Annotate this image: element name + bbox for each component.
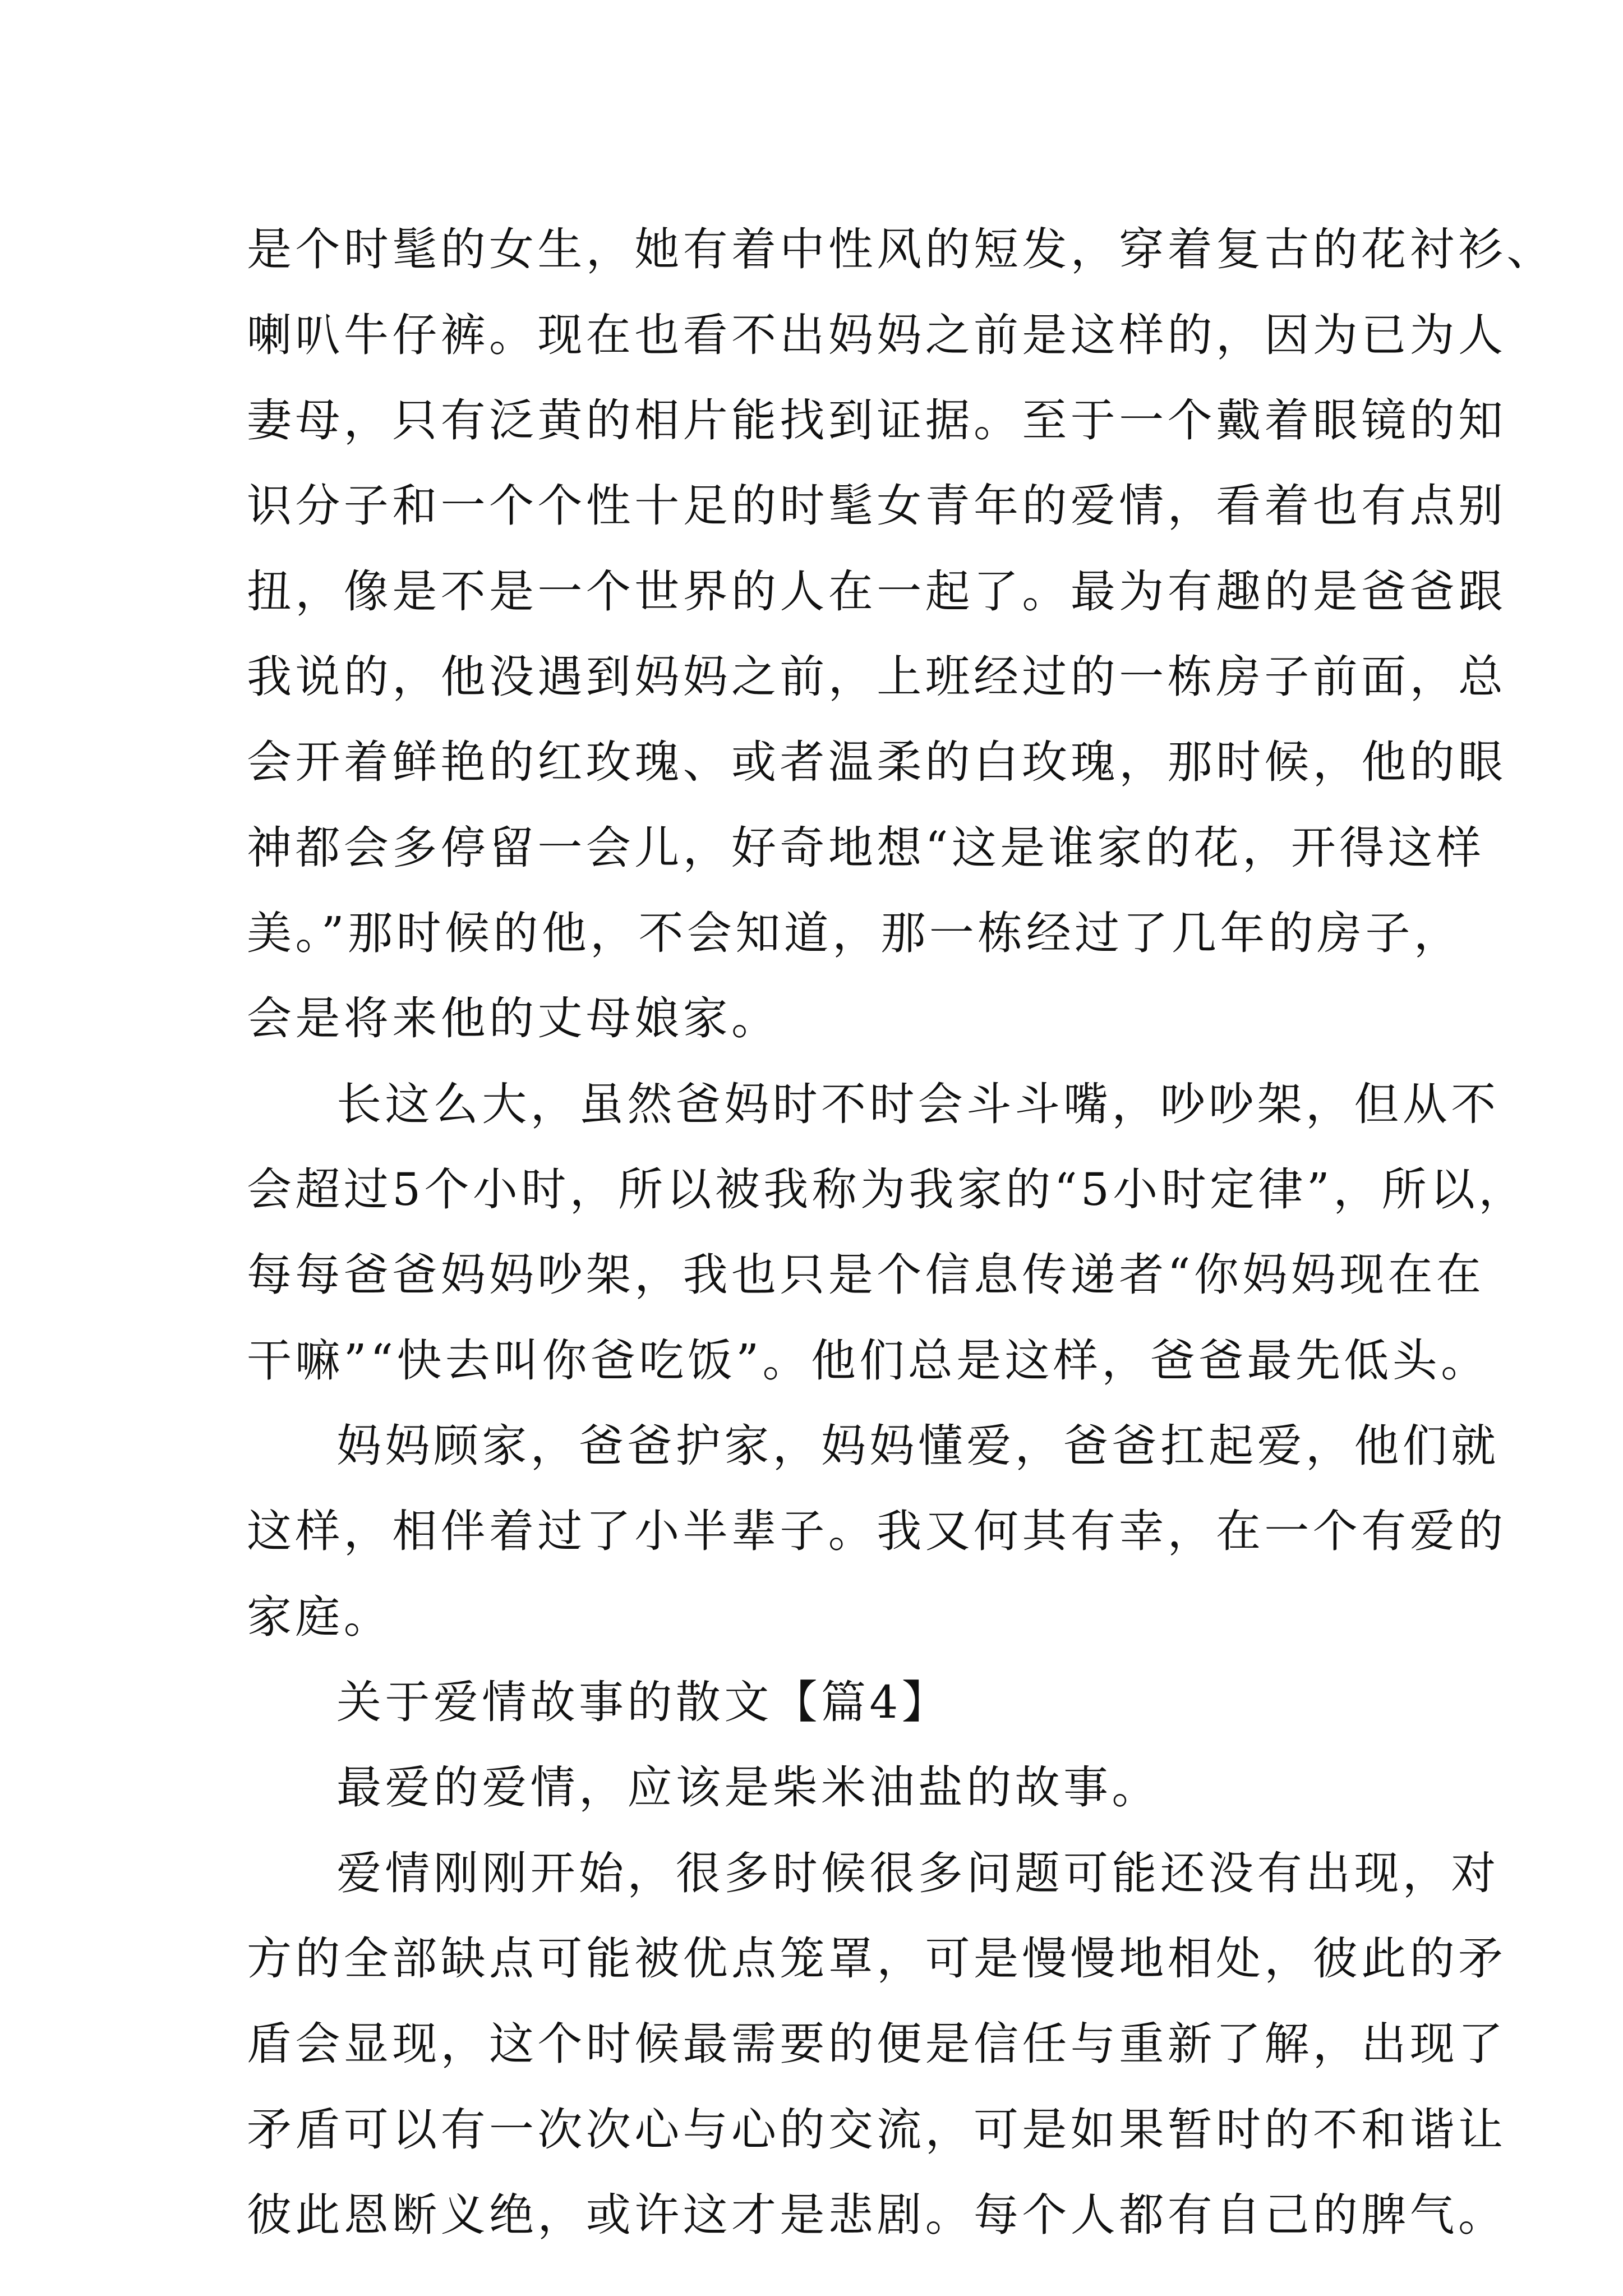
paragraph-first-line: 妈妈顾家，爸爸护家，妈妈懂爱，爸爸扛起爱，他们就	[336, 1420, 1500, 1472]
text-line: 盾会显现，这个时候最需要的便是信任与重新了解，出现了	[247, 2018, 1507, 2070]
section-heading: 关于爱情故事的散文【篇4】	[336, 1676, 951, 1728]
text-line: 矛盾可以有一次次心与心的交流，可是如果暂时的不和谐让	[247, 2104, 1507, 2156]
text-line: 美。”那时候的他，不会知道，那一栋经过了几年的房子，	[247, 907, 1463, 959]
text-line: 妻母，只有泛黄的相片能找到证据。至于一个戴着眼镜的知	[247, 394, 1507, 447]
text-line: 家庭。	[247, 1591, 393, 1643]
text-line: 是个时髦的女生，她有着中性风的短发，穿着复古的花衬衫、	[247, 223, 1555, 275]
text-line: 识分子和一个个性十足的时髦女青年的爱情，看着也有点别	[247, 480, 1507, 532]
text-line: 会是将来他的丈母娘家。	[247, 992, 780, 1045]
text-line: 我说的，他没遇到妈妈之前，上班经过的一栋房子前面，总	[247, 651, 1507, 703]
text-line: 方的全部缺点可能被优点笼罩，可是慢慢地相处，彼此的矛	[247, 1932, 1507, 1985]
text-line: 彼此恩断义绝，或许这才是悲剧。每个人都有自己的脾气。	[247, 2189, 1507, 2241]
text-line: 喇叭牛仔裤。现在也看不出妈妈之前是这样的，因为已为人	[247, 309, 1507, 361]
text-line: 这样，相伴着过了小半辈子。我又何其有幸，在一个有爱的	[247, 1505, 1507, 1557]
paragraph-first-line: 最爱的爱情，应该是柴米油盐的故事。	[336, 1761, 1160, 1814]
paragraph-first-line: 爱情刚刚开始，很多时候很多问题可能还没有出现，对	[336, 1847, 1500, 1899]
text-line: 神都会多停留一会儿，好奇地想“这是谁家的花，开得这样	[247, 822, 1485, 874]
paragraph-first-line: 长这么大，虽然爸妈时不时会斗斗嘴，吵吵架，但从不	[336, 1078, 1500, 1130]
text-line: 干嘛”“快去叫你爸吃饭”。他们总是这样，爸爸最先低头。	[247, 1335, 1490, 1387]
text-line: 会开着鲜艳的红玫瑰、或者温柔的白玫瑰，那时候，他的眼	[247, 736, 1507, 788]
text-line: 扭，像是不是一个世界的人在一起了。最为有趣的是爸爸跟	[247, 565, 1507, 618]
text-line: 每每爸爸妈妈吵架，我也只是个信息传递者“你妈妈现在在	[247, 1249, 1485, 1301]
text-line: 会超过5个小时，所以被我称为我家的“5小时定律”，所以，	[247, 1163, 1527, 1216]
